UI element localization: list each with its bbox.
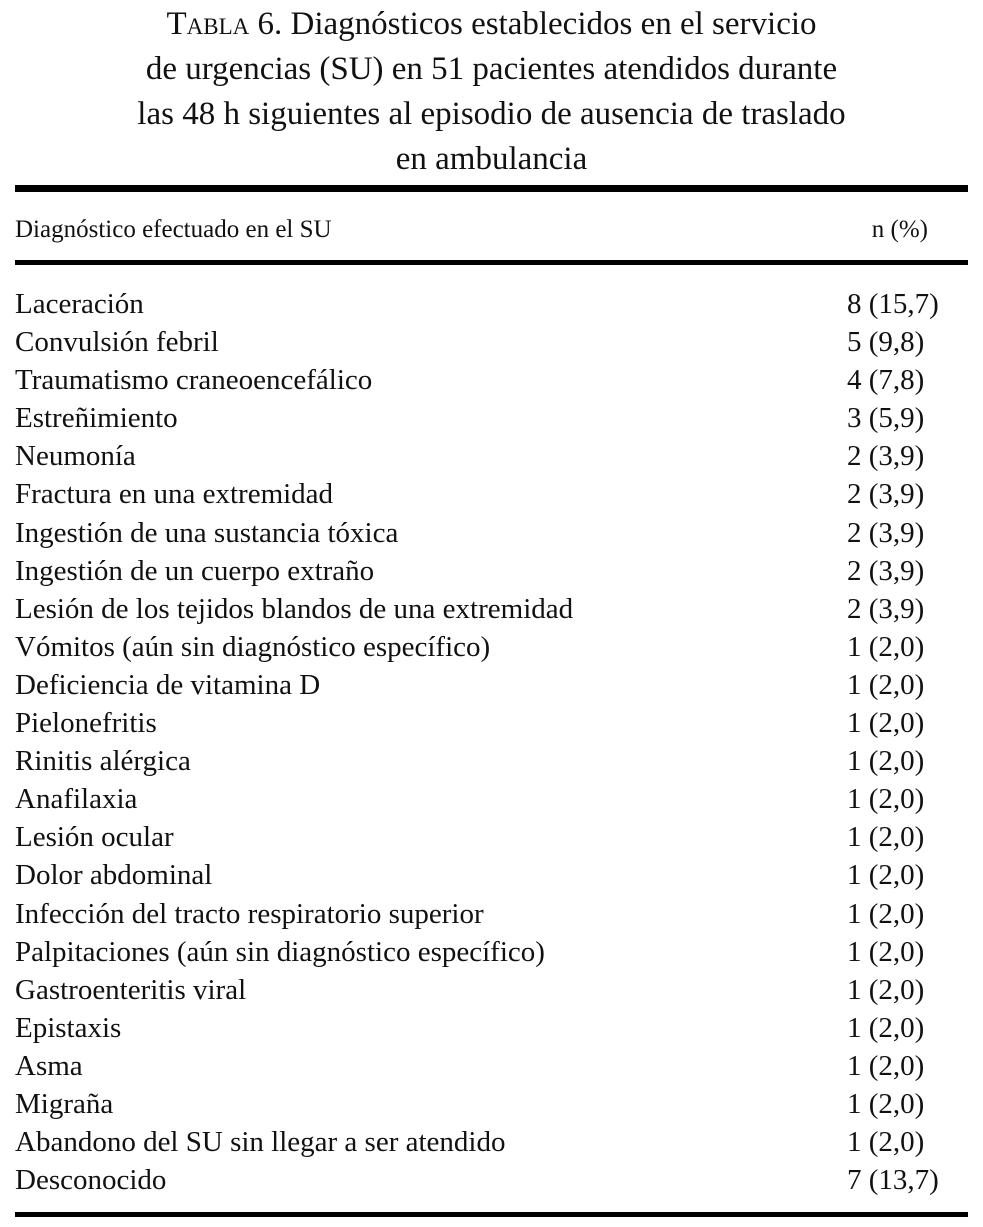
row-value: 1 (2,0): [847, 1049, 925, 1082]
table-title-line-4: en ambulancia: [395, 141, 588, 177]
table-row: [15, 1123, 948, 1161]
row-value: 1 (2,0): [847, 1087, 925, 1120]
row-value: 2 (3,9): [847, 554, 925, 587]
row-diagnosis: Neumonía: [15, 440, 136, 473]
row-value: 1 (2,0): [847, 897, 925, 930]
row-diagnosis: Ingestión de un cuerpo extraño: [15, 554, 375, 587]
row-value: 3 (5,9): [847, 402, 925, 435]
table-row: [15, 971, 948, 1009]
table-row: [15, 780, 948, 818]
table-row: [15, 1161, 948, 1199]
table-row: [15, 437, 948, 475]
row-diagnosis: Traumatismo craneoencefálico: [15, 364, 373, 397]
table-row: [15, 1009, 948, 1047]
row-diagnosis: Epistaxis: [15, 1011, 122, 1044]
table-row: [15, 742, 948, 780]
row-diagnosis: Ingestión de una sustancia tóxica: [15, 516, 399, 549]
header-diagnosis: Diagnóstico efectuado en el SU: [15, 216, 332, 243]
row-diagnosis: Deficiencia de vitamina D: [15, 668, 321, 701]
row-diagnosis: Infección del tracto respiratorio superior: [15, 897, 484, 930]
top-rule: [15, 185, 968, 192]
table-row: [15, 361, 948, 399]
table-row: [15, 323, 948, 361]
row-value: 1 (2,0): [847, 973, 925, 1006]
table-row: [15, 1085, 948, 1123]
table-row: [15, 666, 948, 704]
row-value: 1 (2,0): [847, 859, 925, 892]
row-diagnosis: Fractura en una extremidad: [15, 478, 334, 511]
table-header-row: [15, 210, 928, 250]
row-value: 2 (3,9): [847, 516, 925, 549]
row-diagnosis: Pielonefritis: [15, 707, 157, 740]
row-diagnosis: Estreñimiento: [15, 402, 178, 435]
row-value: 2 (3,9): [847, 440, 925, 473]
table-row: [15, 514, 948, 552]
row-value: 5 (9,8): [847, 326, 925, 359]
table-row: [15, 628, 948, 666]
table-title-line-1: [0, 2, 983, 47]
table-row: [15, 1047, 948, 1085]
table-title-line-2: de urgencias (SU) en 51 pacientes atendidos durante: [145, 51, 838, 87]
row-value: 7 (13,7): [847, 1164, 939, 1197]
table-body: [15, 285, 948, 1199]
row-diagnosis: Palpitaciones (aún sin diagnóstico específico): [15, 935, 545, 968]
row-diagnosis: Convulsión febril: [15, 326, 219, 359]
table-row: [15, 475, 948, 513]
row-value: 1 (2,0): [847, 1126, 925, 1159]
row-diagnosis: Migraña: [15, 1087, 114, 1120]
row-value: 2 (3,9): [847, 478, 925, 511]
table-row: [15, 856, 948, 894]
row-diagnosis: Rinitis alérgica: [15, 745, 191, 778]
row-diagnosis: Desconocido: [15, 1164, 167, 1197]
bottom-rule: [15, 1212, 968, 1217]
row-diagnosis: Lesión de los tejidos blandos de una extremidad: [15, 592, 574, 625]
row-value: 1 (2,0): [847, 821, 925, 854]
row-value: 1 (2,0): [847, 630, 925, 663]
row-diagnosis: Asma: [15, 1049, 83, 1082]
row-value: 1 (2,0): [847, 935, 925, 968]
table-row: [15, 933, 948, 971]
header-rule: [15, 260, 968, 265]
table-row: [15, 285, 948, 323]
row-diagnosis: Vómitos (aún sin diagnóstico específico): [15, 630, 491, 663]
row-value: 1 (2,0): [847, 783, 925, 816]
row-diagnosis: Abandono del SU sin llegar a ser atendido: [15, 1126, 506, 1159]
table-title-text-1: Diagnósticos establecidos en el servicio: [282, 6, 817, 42]
row-diagnosis: Laceración: [15, 288, 144, 320]
row-diagnosis: Gastroenteritis viral: [15, 973, 247, 1006]
table-row: [15, 818, 948, 856]
row-diagnosis: Lesión ocular: [15, 821, 174, 854]
table-title-line-3: las 48 h siguientes al episodio de ausencia de traslado: [137, 96, 846, 132]
row-value: 1 (2,0): [847, 745, 925, 778]
table-number: Tabla 6.: [166, 6, 283, 42]
table-title: [0, 2, 983, 182]
row-value: 1 (2,0): [847, 1011, 925, 1044]
row-value: 8 (15,7): [847, 288, 939, 320]
table-row: [15, 552, 948, 590]
header-count: n (%): [871, 216, 928, 243]
row-diagnosis: Dolor abdominal: [15, 859, 213, 892]
row-value: 1 (2,0): [847, 668, 925, 701]
table-row: [15, 399, 948, 437]
table-row: [15, 704, 948, 742]
table-row: [15, 895, 948, 933]
row-value: 2 (3,9): [847, 592, 925, 625]
table-row: [15, 590, 948, 628]
row-value: 1 (2,0): [847, 707, 925, 740]
row-value: 4 (7,8): [847, 364, 925, 397]
row-diagnosis: Anafilaxia: [15, 783, 138, 816]
